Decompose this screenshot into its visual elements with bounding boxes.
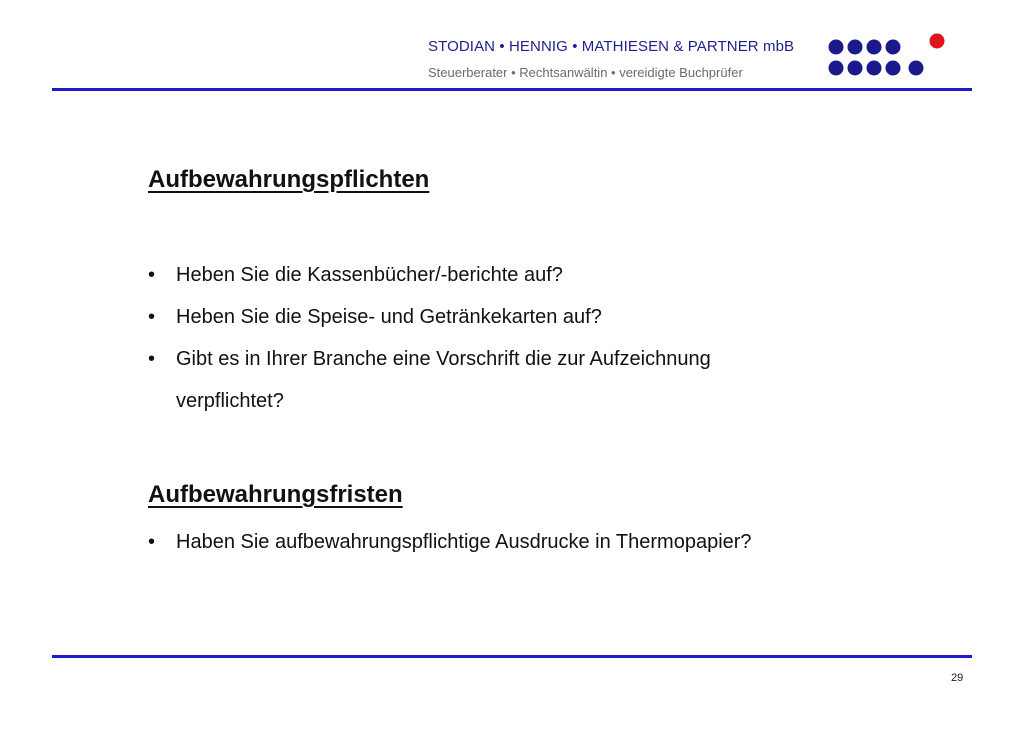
list-item: • Heben Sie die Kassenbücher/-berichte auf? <box>148 254 711 296</box>
firm-logo-dots-icon <box>820 30 950 80</box>
bullet-icon: • <box>148 306 156 328</box>
list-item: • Haben Sie aufbewahrungspflichtige Ausdrucke in Thermopapier? <box>148 521 752 563</box>
page-number: 29 <box>951 672 964 684</box>
firm-name: STODIAN • HENNIG • MATHIESEN & PARTNER mbB <box>428 38 795 55</box>
list-item-continuation: verpflichtet? <box>176 390 284 412</box>
retention-periods-list <box>148 521 752 563</box>
list-item: • Gibt es in Ihrer Branche eine Vorschrift die zur Aufzeichnung <box>148 338 711 380</box>
slide-header <box>0 0 1024 92</box>
section-title-retention-duties: Aufbewahrungspflichten <box>148 166 430 193</box>
bullet-icon: • <box>148 264 156 286</box>
bullet-icon: • <box>148 348 156 370</box>
list-item: • Heben Sie die Speise- und Getränkekarten auf? <box>148 296 711 338</box>
header-divider <box>52 88 972 91</box>
retention-duties-list <box>148 254 711 422</box>
footer-divider <box>52 655 972 658</box>
firm-subtitle: Steuerberater • Rechtsanwältin • vereidigte Buchprüfer <box>428 65 743 80</box>
bullet-icon: • <box>148 531 156 553</box>
section-title-retention-periods: Aufbewahrungsfristen <box>148 481 403 508</box>
